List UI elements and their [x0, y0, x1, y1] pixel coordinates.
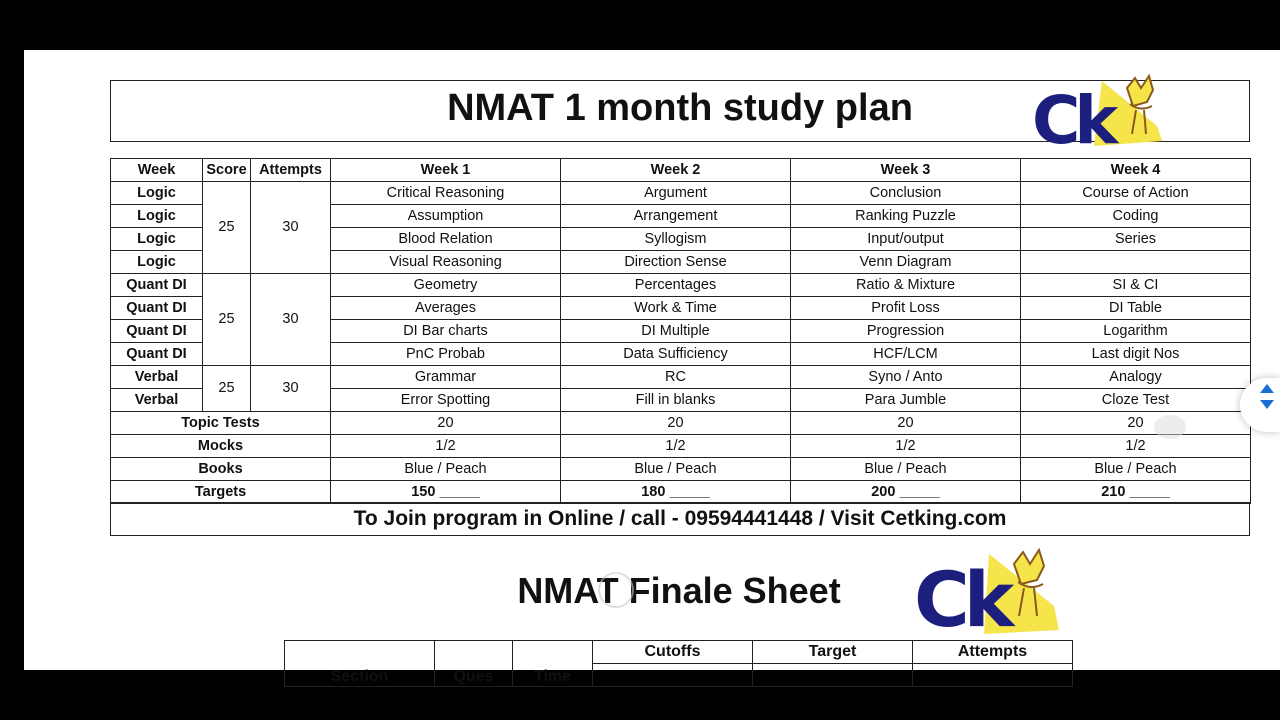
- table-header-row: [111, 159, 1251, 182]
- finale-subheader-cell: [593, 664, 753, 687]
- summary-cell: 20: [1021, 412, 1251, 435]
- summary-cell: Blue / Peach: [1021, 458, 1251, 481]
- logo-text: Ck: [1032, 82, 1113, 159]
- topic-cell: SI & CI: [1021, 274, 1251, 297]
- topic-cell: Last digit Nos: [1021, 343, 1251, 366]
- header-cell: Week 2: [561, 159, 791, 182]
- topic-cell: Averages: [331, 297, 561, 320]
- finale-title: NMAT Finale Sheet: [517, 570, 841, 611]
- topic-cell: Assumption: [331, 205, 561, 228]
- contact-footer: To Join program in Online / call - 09594441448 / Visit Cetking.com: [353, 507, 1007, 530]
- summary-cell: 20: [331, 412, 561, 435]
- finale-header-time: Time: [513, 641, 593, 687]
- target-cell: 210 _____: [1021, 481, 1251, 504]
- scroll-down-icon[interactable]: [1260, 400, 1274, 409]
- summary-label: Topic Tests: [111, 412, 331, 435]
- topic-cell: RC: [561, 366, 791, 389]
- table-row: [111, 182, 1251, 205]
- topic-cell: DI Table: [1021, 297, 1251, 320]
- table-row: [111, 366, 1251, 389]
- topic-cell: Conclusion: [791, 182, 1021, 205]
- score-cell: 25: [203, 182, 251, 274]
- section-cell: Quant DI: [111, 320, 203, 343]
- header-cell: Week 4: [1021, 159, 1251, 182]
- topic-cell: DI Bar charts: [331, 320, 561, 343]
- touch-indicator: [598, 572, 634, 608]
- finale-header-row: [285, 641, 1073, 664]
- section-cell: Logic: [111, 182, 203, 205]
- topic-cell: PnC Probab: [331, 343, 561, 366]
- finale-table: [284, 640, 1073, 687]
- summary-cell: Blue / Peach: [561, 458, 791, 481]
- page-title: NMAT 1 month study plan: [447, 87, 913, 129]
- summary-cell: Blue / Peach: [331, 458, 561, 481]
- finale-header-section: Section: [285, 641, 435, 687]
- topic-cell: Percentages: [561, 274, 791, 297]
- summary-cell: Blue / Peach: [791, 458, 1021, 481]
- topic-cell: Blood Relation: [331, 228, 561, 251]
- finale-header-ques: Ques: [435, 641, 513, 687]
- section-cell: Quant DI: [111, 343, 203, 366]
- topic-cell: Cloze Test: [1021, 389, 1251, 412]
- topic-cell: Arrangement: [561, 205, 791, 228]
- table-row: [111, 435, 1251, 458]
- summary-label: Books: [111, 458, 331, 481]
- header-cell: Week 3: [791, 159, 1021, 182]
- finale-header-attempts: Attempts: [913, 641, 1073, 664]
- section-cell: Verbal: [111, 389, 203, 412]
- topic-cell: Syno / Anto: [791, 366, 1021, 389]
- topic-cell: Geometry: [331, 274, 561, 297]
- score-cell: 25: [203, 274, 251, 366]
- topic-cell: Ratio & Mixture: [791, 274, 1021, 297]
- section-cell: Logic: [111, 251, 203, 274]
- section-cell: Verbal: [111, 366, 203, 389]
- header-cell: Week 1: [331, 159, 561, 182]
- topic-cell: Grammar: [331, 366, 561, 389]
- topic-cell: Input/output: [791, 228, 1021, 251]
- summary-cell: 20: [561, 412, 791, 435]
- target-cell: 180 _____: [561, 481, 791, 504]
- topic-cell: Critical Reasoning: [331, 182, 561, 205]
- finale-header-cutoffs: Cutoffs: [593, 641, 753, 664]
- finale-header-target: Target: [753, 641, 913, 664]
- target-cell: 150 _____: [331, 481, 561, 504]
- table-row: [111, 274, 1251, 297]
- score-cell: 25: [203, 366, 251, 412]
- topic-cell: Fill in blanks: [561, 389, 791, 412]
- table-row: [111, 412, 1251, 435]
- topic-cell: Profit Loss: [791, 297, 1021, 320]
- summary-cell: 20: [791, 412, 1021, 435]
- table-row: [111, 481, 1251, 504]
- topic-cell: Direction Sense: [561, 251, 791, 274]
- header-cell: Week: [111, 159, 203, 182]
- header-cell: Attempts: [251, 159, 331, 182]
- cetking-logo: [1032, 66, 1172, 159]
- document-page: [24, 50, 1280, 685]
- summary-label: Mocks: [111, 435, 331, 458]
- finale-subheader-cell: [913, 664, 1073, 687]
- section-cell: Quant DI: [111, 297, 203, 320]
- target-cell: 200 _____: [791, 481, 1021, 504]
- table-row: [111, 458, 1251, 481]
- section-cell: Logic: [111, 205, 203, 228]
- topic-cell: Ranking Puzzle: [791, 205, 1021, 228]
- section-cell: Quant DI: [111, 274, 203, 297]
- attempts-cell: 30: [251, 366, 331, 412]
- finale-subheader-cell: [753, 664, 913, 687]
- topic-cell: Course of Action: [1021, 182, 1251, 205]
- summary-label: Targets: [111, 481, 331, 504]
- topic-cell: DI Multiple: [561, 320, 791, 343]
- footer-box: [110, 502, 1250, 536]
- topic-cell: Para Jumble: [791, 389, 1021, 412]
- cetking-logo: [914, 542, 1074, 644]
- topic-cell: Logarithm: [1021, 320, 1251, 343]
- topic-cell: [1021, 251, 1251, 274]
- topic-cell: Progression: [791, 320, 1021, 343]
- summary-cell: 1/2: [1021, 435, 1251, 458]
- attempts-cell: 30: [251, 182, 331, 274]
- section-cell: Logic: [111, 228, 203, 251]
- topic-cell: Data Sufficiency: [561, 343, 791, 366]
- topic-cell: Work & Time: [561, 297, 791, 320]
- summary-cell: 1/2: [561, 435, 791, 458]
- study-plan-table: [110, 158, 1251, 504]
- topic-cell: Error Spotting: [331, 389, 561, 412]
- topic-cell: Venn Diagram: [791, 251, 1021, 274]
- summary-cell: 1/2: [791, 435, 1021, 458]
- summary-cell: 1/2: [331, 435, 561, 458]
- topic-cell: Coding: [1021, 205, 1251, 228]
- topic-cell: Syllogism: [561, 228, 791, 251]
- topic-cell: Analogy: [1021, 366, 1251, 389]
- logo-text: Ck: [914, 555, 1009, 644]
- topic-cell: HCF/LCM: [791, 343, 1021, 366]
- topic-cell: Series: [1021, 228, 1251, 251]
- topic-cell: Visual Reasoning: [331, 251, 561, 274]
- header-cell: Score: [203, 159, 251, 182]
- attempts-cell: 30: [251, 274, 331, 366]
- scroll-up-icon[interactable]: [1260, 384, 1274, 393]
- touch-indicator: [1154, 415, 1186, 439]
- topic-cell: Argument: [561, 182, 791, 205]
